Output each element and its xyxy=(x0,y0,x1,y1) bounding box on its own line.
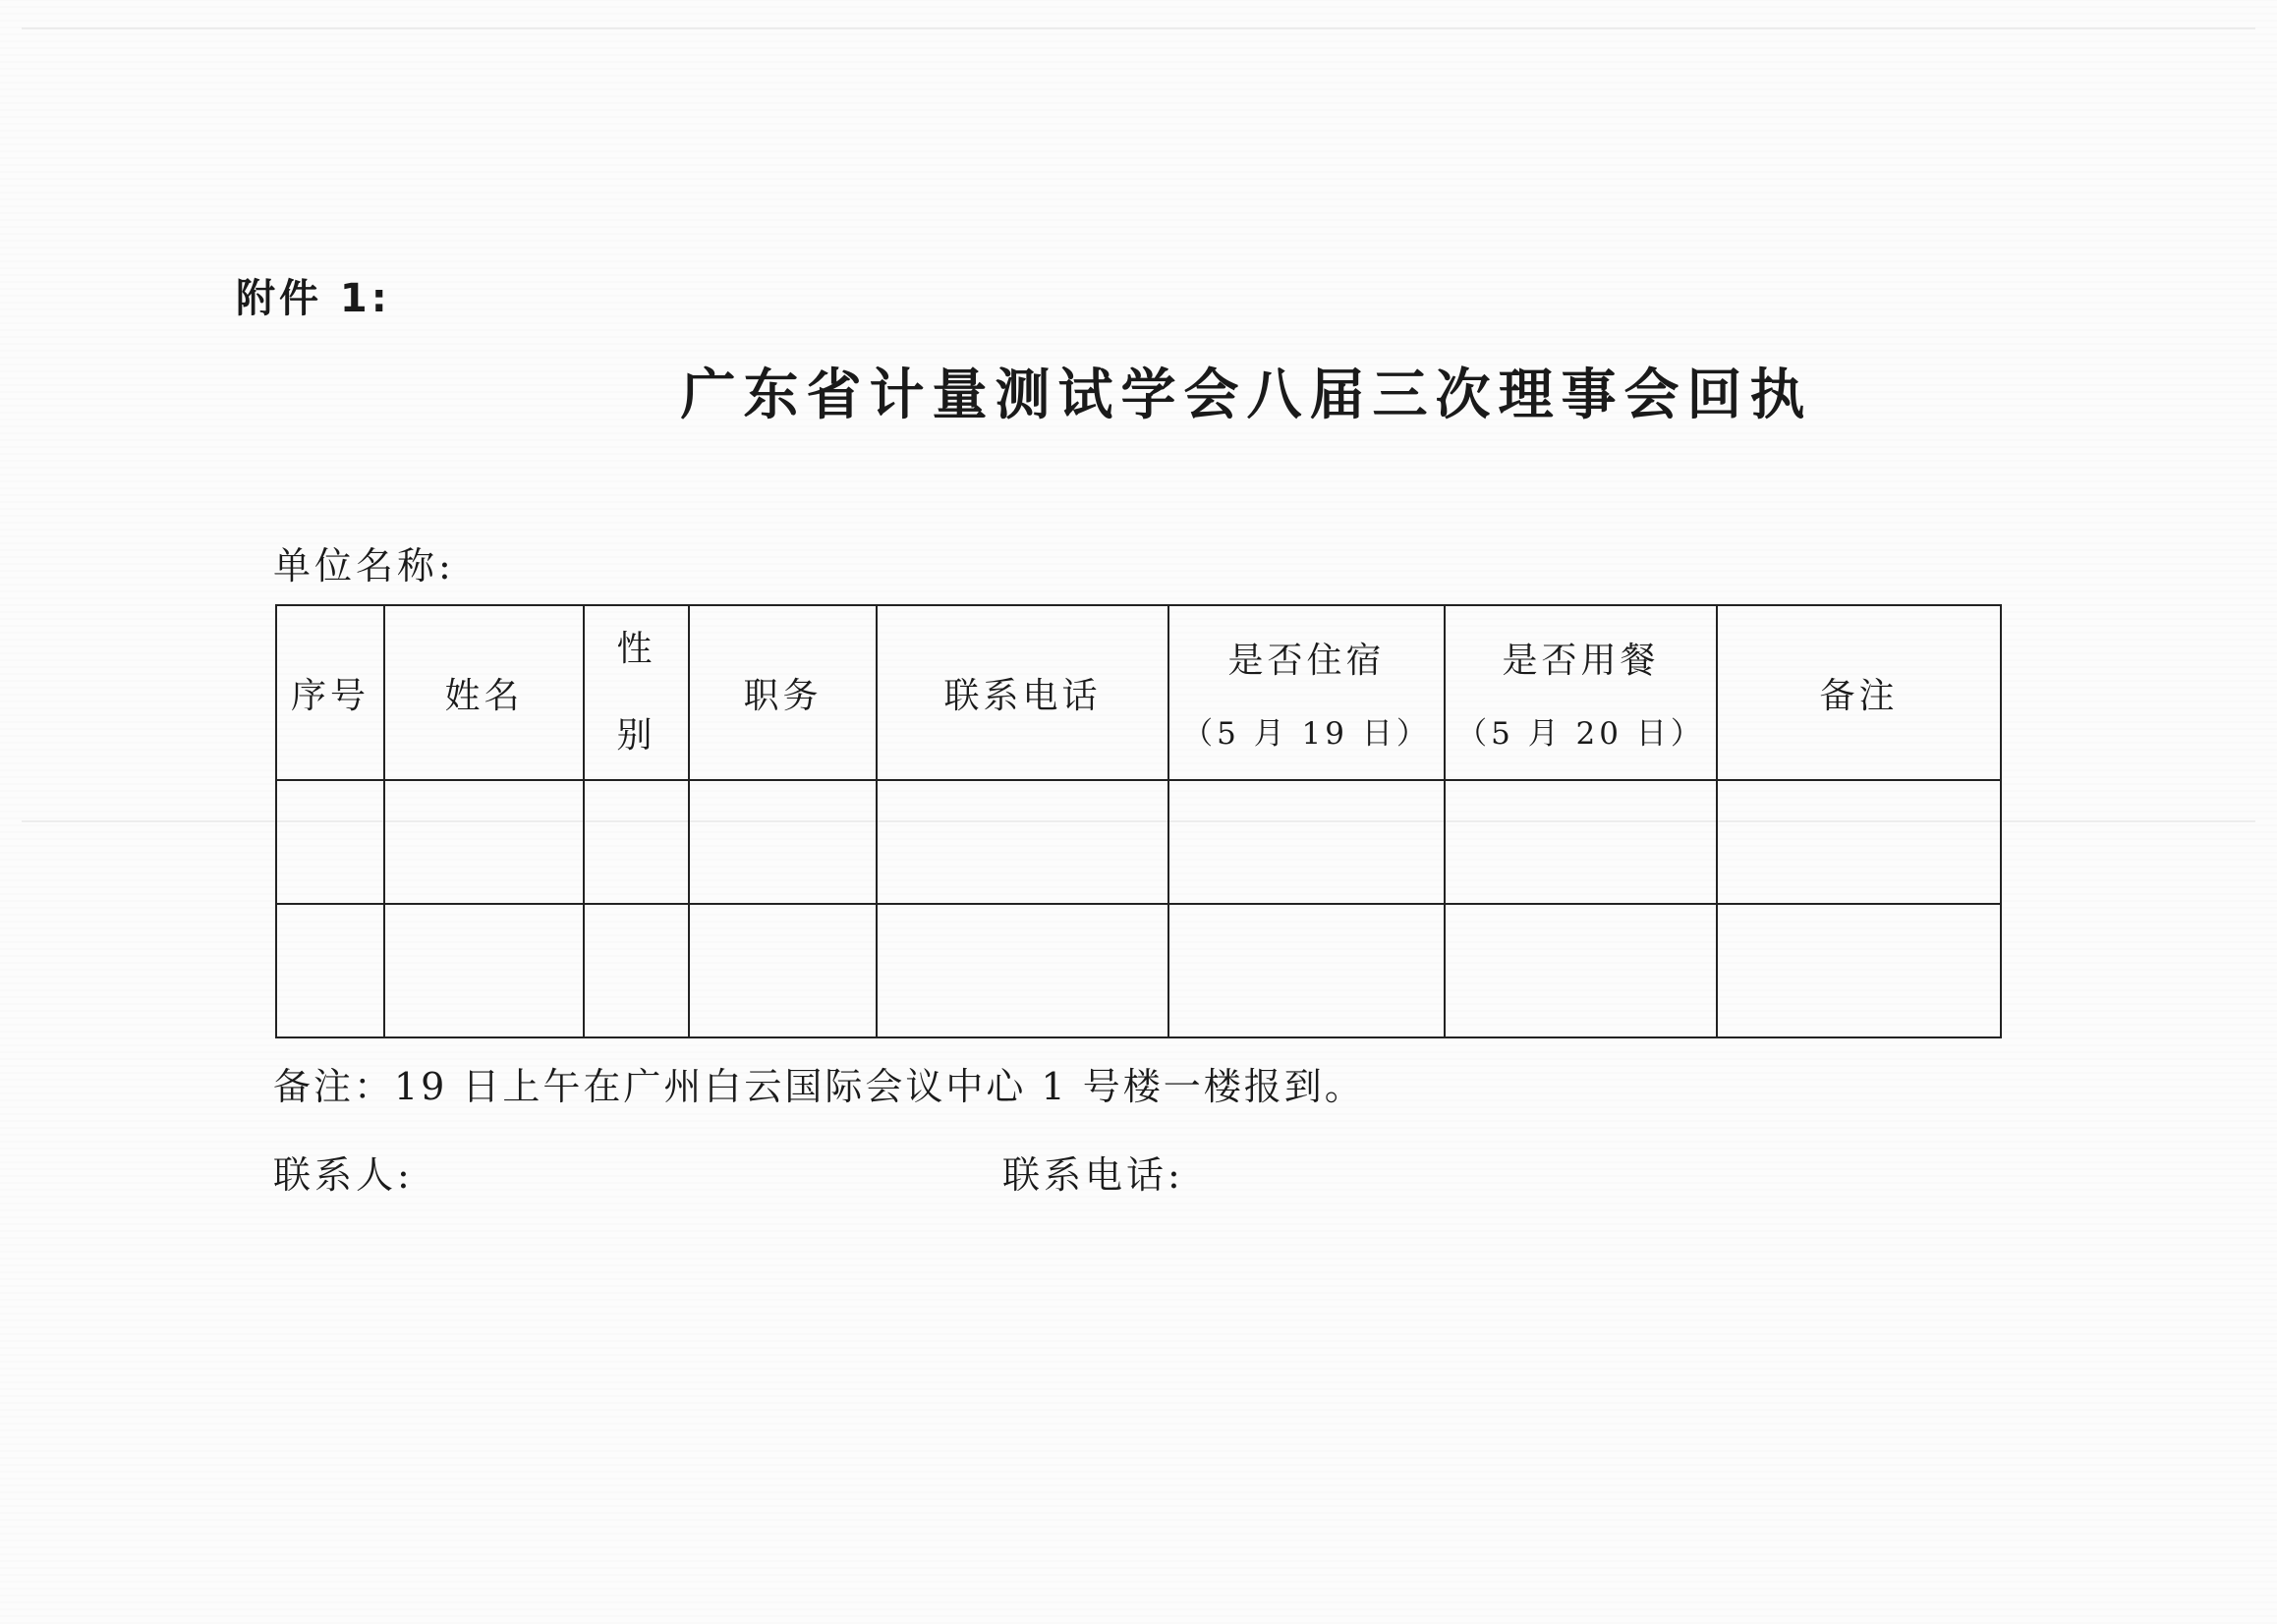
header-gender-bottom: 别 xyxy=(616,715,656,756)
header-meal-label: 是否用餐 xyxy=(1502,641,1660,681)
table-row xyxy=(276,780,2001,904)
cell-name[interactable] xyxy=(384,780,584,904)
cell-phone[interactable] xyxy=(877,904,1168,1037)
header-gender-top: 性 xyxy=(616,629,656,669)
header-gender xyxy=(584,605,689,780)
cell-remarks[interactable] xyxy=(1717,780,2001,904)
header-stay-label: 是否住宿 xyxy=(1227,641,1386,681)
cell-stay[interactable] xyxy=(1168,780,1445,904)
header-meal-date: （5 月 20 日） xyxy=(1456,716,1705,752)
reply-form-table xyxy=(275,604,2002,1038)
header-stay-date: （5 月 19 日） xyxy=(1182,716,1431,752)
header-meal xyxy=(1445,605,1717,780)
document-title: 广东省计量测试学会八届三次理事会回执 xyxy=(680,364,1813,427)
cell-gender[interactable] xyxy=(584,780,689,904)
scan-artifact-line xyxy=(22,28,2255,29)
header-phone: 联系电话 xyxy=(877,605,1168,780)
header-seq: 序号 xyxy=(276,605,384,780)
cell-name[interactable] xyxy=(384,904,584,1037)
cell-stay[interactable] xyxy=(1168,904,1445,1037)
table-row xyxy=(276,904,2001,1037)
header-remarks: 备注 xyxy=(1717,605,2001,780)
registration-note: 备注：19 日上午在广州白云国际会议中心 1 号楼一楼报到。 xyxy=(273,1065,1365,1108)
cell-meal[interactable] xyxy=(1445,780,1717,904)
contact-phone-label: 联系电话: xyxy=(1002,1153,1184,1197)
cell-meal[interactable] xyxy=(1445,904,1717,1037)
header-stay xyxy=(1168,605,1445,780)
cell-gender[interactable] xyxy=(584,904,689,1037)
cell-position[interactable] xyxy=(689,780,877,904)
cell-remarks[interactable] xyxy=(1717,904,2001,1037)
cell-position[interactable] xyxy=(689,904,877,1037)
header-position: 职务 xyxy=(689,605,877,780)
attachment-label: 附件 1: xyxy=(236,276,391,321)
header-name: 姓名 xyxy=(384,605,584,780)
unit-name-label: 单位名称: xyxy=(273,544,455,588)
contact-person-label: 联系人: xyxy=(273,1153,414,1197)
table-header-row xyxy=(276,605,2001,780)
cell-phone[interactable] xyxy=(877,780,1168,904)
cell-seq[interactable] xyxy=(276,780,384,904)
cell-seq[interactable] xyxy=(276,904,384,1037)
